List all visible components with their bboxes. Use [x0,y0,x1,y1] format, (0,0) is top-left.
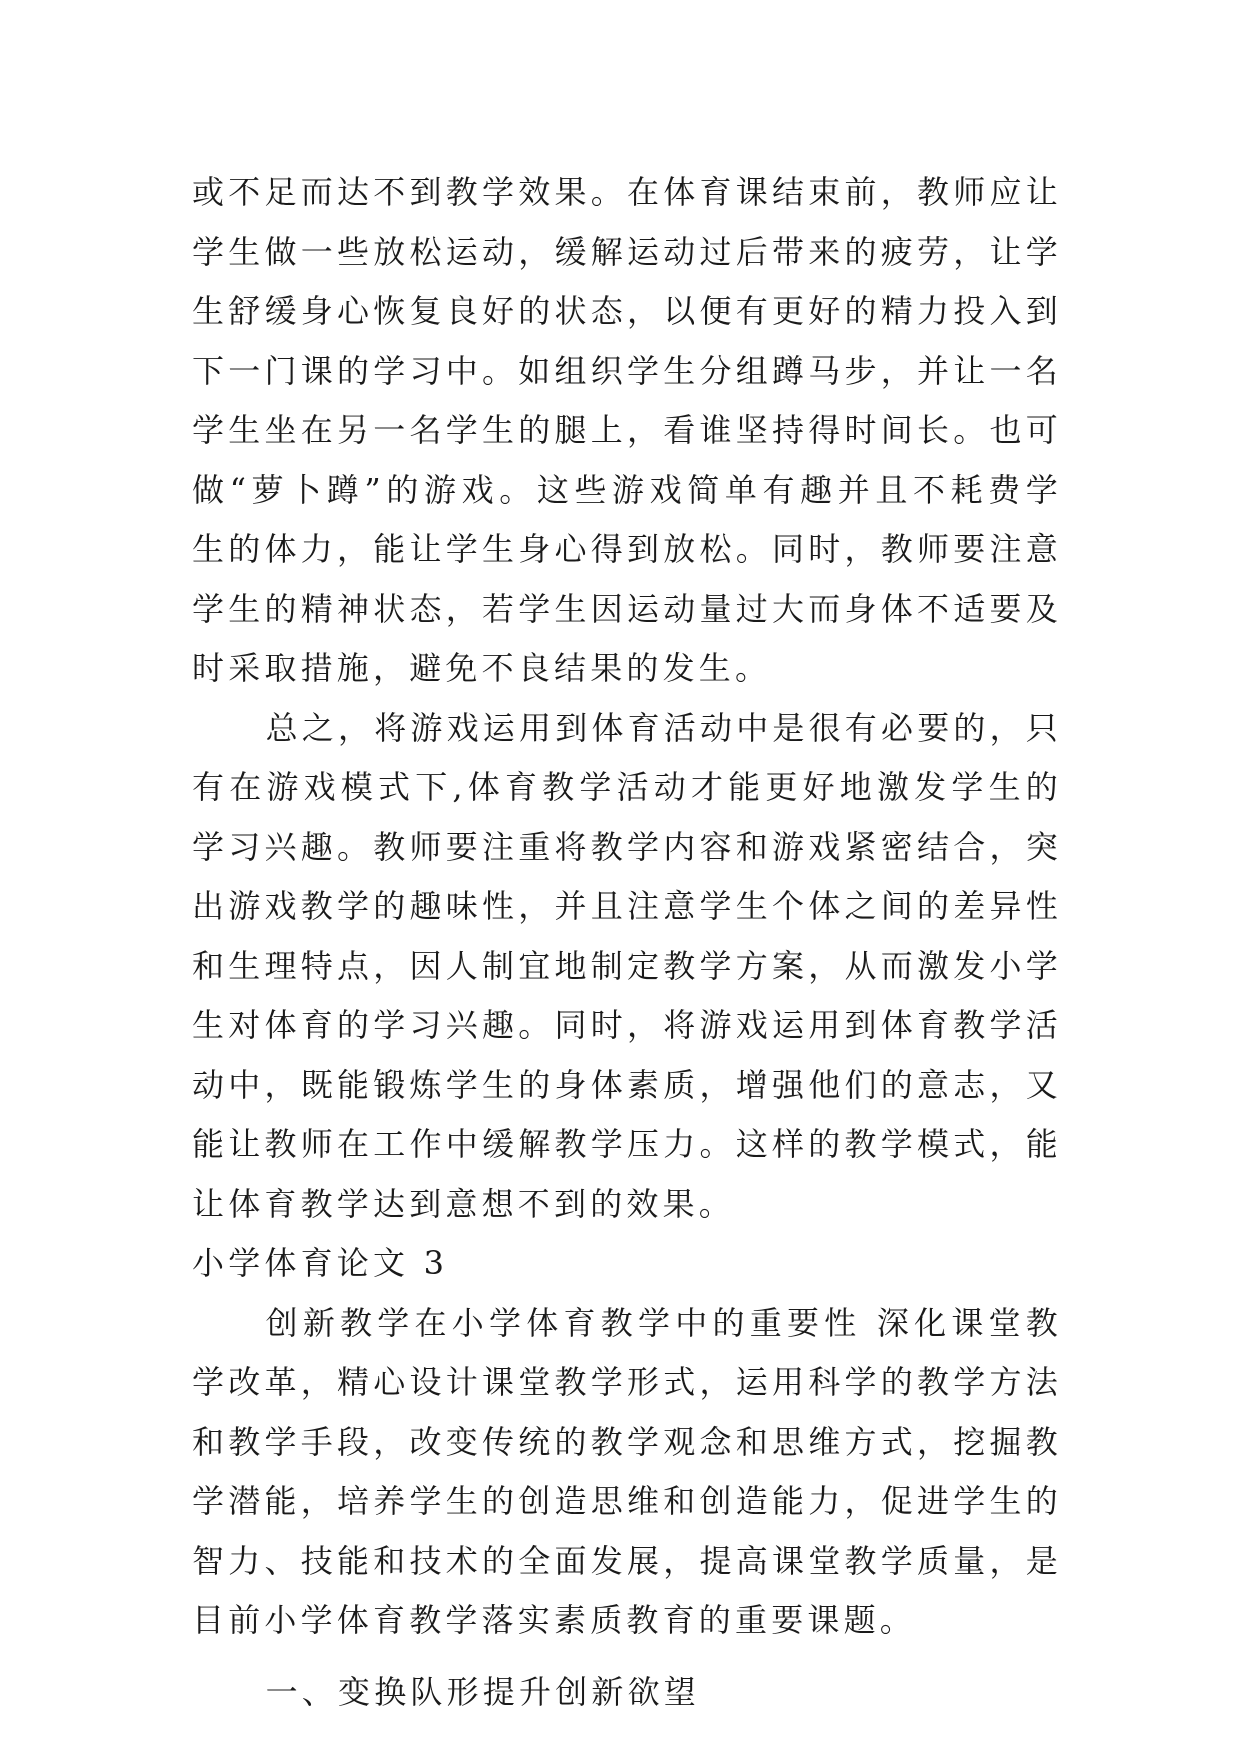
paragraph-intro: 创新教学在小学体育教学中的重要性 深化课堂教学改革，精心设计课堂教学形式，运用科学的教学方法和教学手段，改变传统的教学观念和思维方式，挖掘教学潜能，培养学生的创造思维和创造能力，促进学生的智力、技能和技术的全面发展，提高课堂教学质量，是目前小学体育教学落实素质教育的重要课题。 [192,1303,1062,1639]
paragraph-continuation: 或不足而达不到教学效果。在体育课结束前，教师应让学生做一些放松运动，缓解运动过后带来的疲劳，让学生舒缓身心恢复良好的状态，以便有更好的精力投入到下一门课的学习中。如组织学生分组蹲马步，并让一名学生坐在另一名学生的腿上，看谁坚持得时间长。也可做“萝卜蹲”的游戏。这些游戏简单有趣并且不耗费学生的体力，能让学生身心得到放松。同时，教师要注意学生的精神状态，若学生因运动量过大而身体不适要及时采取措施，避免不良结果的发生。 [192,173,1062,687]
paragraph-summary: 总之，将游戏运用到体育活动中是很有必要的，只有在游戏模式下,体育教学活动才能更好地激发学生的学习兴趣。教师要注重将教学内容和游戏紧密结合，突出游戏教学的趣味性，并且注意学生个体之间的差异性和生理特点，因人制宜地制定教学方案，从而激发小学生对体育的学习兴趣。同时，将游戏运用到体育教学活动中，既能锻炼学生的身体素质，增强他们的意志，又能让教师在工作中缓解教学压力。这样的教学模式，能让体育教学达到意想不到的效果。 [192,708,1062,1223]
section-title: 小学体育论文 3 [192,1244,449,1282]
document-body [192,163,1062,1722]
subheading-one: 一、变换队形提升创新欲望 [265,1672,700,1711]
